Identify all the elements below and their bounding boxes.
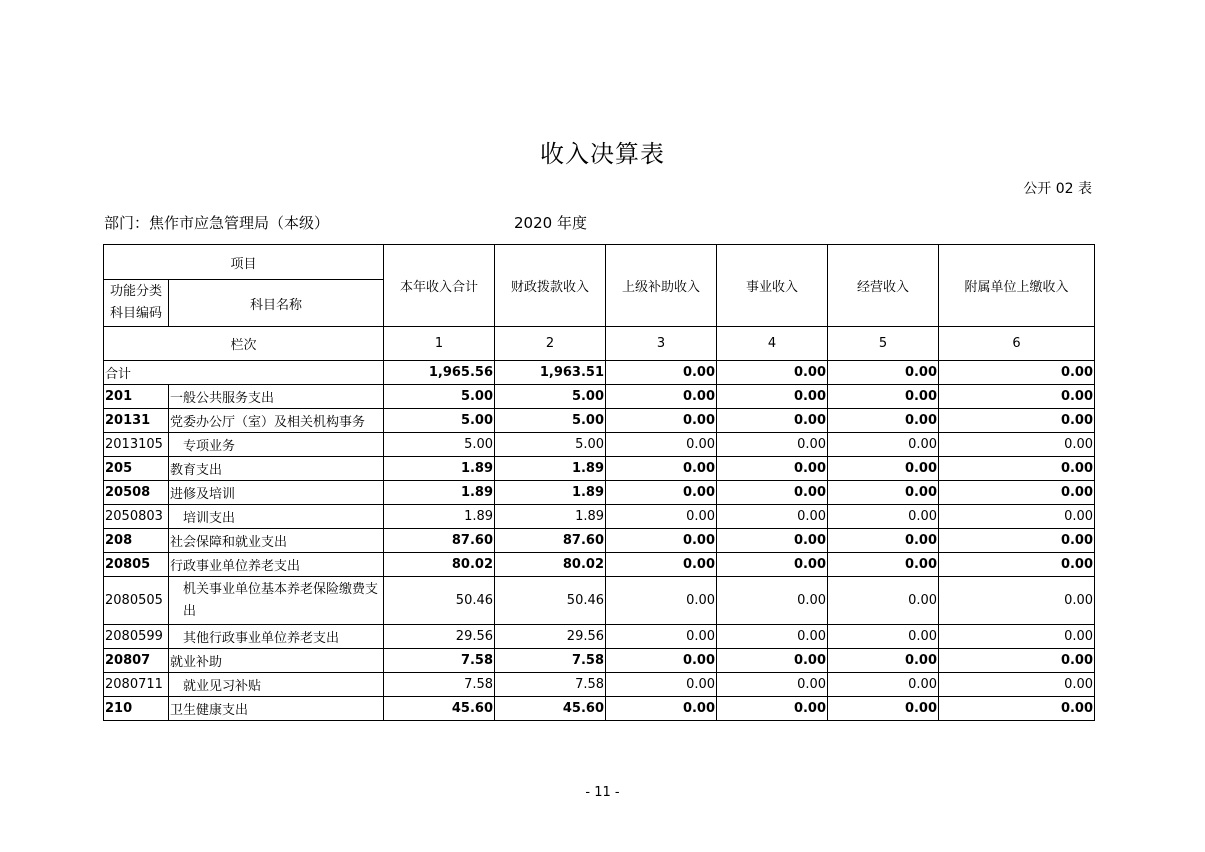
row-value: 5.00 bbox=[495, 409, 606, 433]
header-code: 功能分类科目编码 bbox=[104, 280, 169, 327]
row-value: 0.00 bbox=[828, 385, 939, 409]
row-code: 20131 bbox=[104, 409, 169, 433]
row-value: 1.89 bbox=[384, 505, 495, 529]
row-value: 87.60 bbox=[495, 529, 606, 553]
row-value: 0.00 bbox=[717, 505, 828, 529]
row-value: 7.58 bbox=[495, 673, 606, 697]
total-value: 0.00 bbox=[606, 361, 717, 385]
col-number: 1 bbox=[384, 327, 495, 361]
row-value: 0.00 bbox=[828, 553, 939, 577]
row-value: 0.00 bbox=[939, 409, 1095, 433]
row-value: 0.00 bbox=[939, 433, 1095, 457]
row-value: 29.56 bbox=[384, 625, 495, 649]
row-name: 机关事业单位基本养老保险缴费支出 bbox=[169, 577, 384, 625]
row-value: 80.02 bbox=[384, 553, 495, 577]
table-row bbox=[104, 649, 1095, 673]
total-value: 0.00 bbox=[828, 361, 939, 385]
row-value: 0.00 bbox=[828, 409, 939, 433]
row-value: 0.00 bbox=[717, 577, 828, 625]
header-col-3: 上级补助收入 bbox=[606, 245, 717, 327]
total-value: 0.00 bbox=[717, 361, 828, 385]
row-code: 2080599 bbox=[104, 625, 169, 649]
row-name: 专项业务 bbox=[169, 433, 384, 457]
row-value: 0.00 bbox=[606, 481, 717, 505]
header-col-4: 事业收入 bbox=[717, 245, 828, 327]
row-value: 0.00 bbox=[939, 577, 1095, 625]
table-row bbox=[104, 481, 1095, 505]
table-row bbox=[104, 409, 1095, 433]
row-value: 0.00 bbox=[717, 529, 828, 553]
row-code: 208 bbox=[104, 529, 169, 553]
row-value: 0.00 bbox=[828, 481, 939, 505]
table-row bbox=[104, 505, 1095, 529]
col-number: 2 bbox=[495, 327, 606, 361]
row-value: 0.00 bbox=[717, 385, 828, 409]
row-value: 1.89 bbox=[384, 457, 495, 481]
row-value: 0.00 bbox=[717, 697, 828, 721]
table-row bbox=[104, 457, 1095, 481]
row-value: 7.58 bbox=[384, 673, 495, 697]
table-row bbox=[104, 385, 1095, 409]
row-name: 就业补助 bbox=[169, 649, 384, 673]
row-value: 0.00 bbox=[606, 529, 717, 553]
row-value: 0.00 bbox=[939, 673, 1095, 697]
table-row bbox=[104, 433, 1095, 457]
col-number: 6 bbox=[939, 327, 1095, 361]
total-value: 1,965.56 bbox=[384, 361, 495, 385]
row-code: 205 bbox=[104, 457, 169, 481]
row-name: 行政事业单位养老支出 bbox=[169, 553, 384, 577]
page-title: 收入决算表 bbox=[540, 140, 665, 168]
row-code: 2080711 bbox=[104, 673, 169, 697]
row-code: 20805 bbox=[104, 553, 169, 577]
row-code: 2050803 bbox=[104, 505, 169, 529]
row-value: 0.00 bbox=[828, 577, 939, 625]
row-value: 0.00 bbox=[606, 553, 717, 577]
total-value: 0.00 bbox=[939, 361, 1095, 385]
table-row bbox=[104, 577, 1095, 625]
row-value: 5.00 bbox=[384, 385, 495, 409]
row-name: 其他行政事业单位养老支出 bbox=[169, 625, 384, 649]
header-name: 科目名称 bbox=[169, 280, 384, 327]
col-number: 3 bbox=[606, 327, 717, 361]
row-name: 社会保障和就业支出 bbox=[169, 529, 384, 553]
row-value: 0.00 bbox=[717, 673, 828, 697]
table-row bbox=[104, 529, 1095, 553]
row-value: 0.00 bbox=[717, 481, 828, 505]
row-value: 1.89 bbox=[495, 457, 606, 481]
row-value: 0.00 bbox=[606, 433, 717, 457]
row-value: 0.00 bbox=[717, 553, 828, 577]
row-value: 0.00 bbox=[717, 625, 828, 649]
row-name: 进修及培训 bbox=[169, 481, 384, 505]
year-label: 2020 年度 bbox=[514, 214, 587, 232]
row-value: 0.00 bbox=[828, 457, 939, 481]
col-number: 4 bbox=[717, 327, 828, 361]
row-code: 2013105 bbox=[104, 433, 169, 457]
row-value: 0.00 bbox=[939, 649, 1095, 673]
row-value: 0.00 bbox=[939, 385, 1095, 409]
header-item: 项目 bbox=[104, 245, 384, 280]
header-col-6: 附属单位上缴收入 bbox=[939, 245, 1095, 327]
row-value: 0.00 bbox=[828, 529, 939, 553]
row-code: 20508 bbox=[104, 481, 169, 505]
row-label: 栏次 bbox=[104, 327, 384, 361]
row-name: 一般公共服务支出 bbox=[169, 385, 384, 409]
row-value: 0.00 bbox=[939, 553, 1095, 577]
row-value: 5.00 bbox=[384, 433, 495, 457]
row-value: 0.00 bbox=[828, 505, 939, 529]
row-value: 0.00 bbox=[717, 457, 828, 481]
col-number: 5 bbox=[828, 327, 939, 361]
row-value: 0.00 bbox=[939, 505, 1095, 529]
row-value: 1.89 bbox=[495, 505, 606, 529]
income-table bbox=[103, 244, 1095, 721]
row-name: 培训支出 bbox=[169, 505, 384, 529]
row-value: 0.00 bbox=[717, 409, 828, 433]
row-value: 0.00 bbox=[606, 409, 717, 433]
row-value: 5.00 bbox=[495, 385, 606, 409]
row-name: 教育支出 bbox=[169, 457, 384, 481]
row-value: 45.60 bbox=[495, 697, 606, 721]
row-value: 0.00 bbox=[606, 457, 717, 481]
row-value: 1.89 bbox=[495, 481, 606, 505]
total-value: 1,963.51 bbox=[495, 361, 606, 385]
row-value: 0.00 bbox=[939, 625, 1095, 649]
row-value: 87.60 bbox=[384, 529, 495, 553]
row-value: 0.00 bbox=[606, 649, 717, 673]
row-value: 0.00 bbox=[939, 529, 1095, 553]
row-value: 0.00 bbox=[828, 673, 939, 697]
row-value: 0.00 bbox=[606, 505, 717, 529]
row-value: 0.00 bbox=[606, 625, 717, 649]
page-number: - 11 - bbox=[585, 785, 620, 800]
table-row bbox=[104, 673, 1095, 697]
row-value: 29.56 bbox=[495, 625, 606, 649]
header-col-2: 财政拨款收入 bbox=[495, 245, 606, 327]
row-value: 0.00 bbox=[939, 481, 1095, 505]
row-value: 0.00 bbox=[828, 649, 939, 673]
row-value: 5.00 bbox=[495, 433, 606, 457]
row-value: 1.89 bbox=[384, 481, 495, 505]
row-value: 0.00 bbox=[717, 433, 828, 457]
form-number: 公开 02 表 bbox=[1023, 181, 1092, 197]
row-value: 0.00 bbox=[939, 457, 1095, 481]
table-row bbox=[104, 697, 1095, 721]
total-label: 合计 bbox=[104, 361, 384, 385]
row-value: 0.00 bbox=[717, 649, 828, 673]
row-name: 党委办公厅（室）及相关机构事务 bbox=[169, 409, 384, 433]
row-value: 0.00 bbox=[606, 673, 717, 697]
row-value: 80.02 bbox=[495, 553, 606, 577]
row-value: 45.60 bbox=[384, 697, 495, 721]
row-value: 0.00 bbox=[828, 433, 939, 457]
row-name: 就业见习补贴 bbox=[169, 673, 384, 697]
row-value: 5.00 bbox=[384, 409, 495, 433]
row-value: 0.00 bbox=[606, 577, 717, 625]
row-code: 20807 bbox=[104, 649, 169, 673]
row-value: 0.00 bbox=[606, 385, 717, 409]
row-code: 210 bbox=[104, 697, 169, 721]
row-value: 7.58 bbox=[495, 649, 606, 673]
header-col-1: 本年收入合计 bbox=[384, 245, 495, 327]
row-value: 0.00 bbox=[828, 697, 939, 721]
table-row bbox=[104, 553, 1095, 577]
row-value: 50.46 bbox=[384, 577, 495, 625]
row-value: 0.00 bbox=[939, 697, 1095, 721]
row-value: 50.46 bbox=[495, 577, 606, 625]
row-name: 卫生健康支出 bbox=[169, 697, 384, 721]
table-row bbox=[104, 625, 1095, 649]
header-col-5: 经营收入 bbox=[828, 245, 939, 327]
row-value: 0.00 bbox=[828, 625, 939, 649]
total-row bbox=[104, 361, 1095, 385]
row-value: 7.58 bbox=[384, 649, 495, 673]
row-value: 0.00 bbox=[606, 697, 717, 721]
department-label: 部门：焦作市应急管理局（本级） bbox=[104, 214, 330, 232]
row-code: 201 bbox=[104, 385, 169, 409]
row-code: 2080505 bbox=[104, 577, 169, 625]
